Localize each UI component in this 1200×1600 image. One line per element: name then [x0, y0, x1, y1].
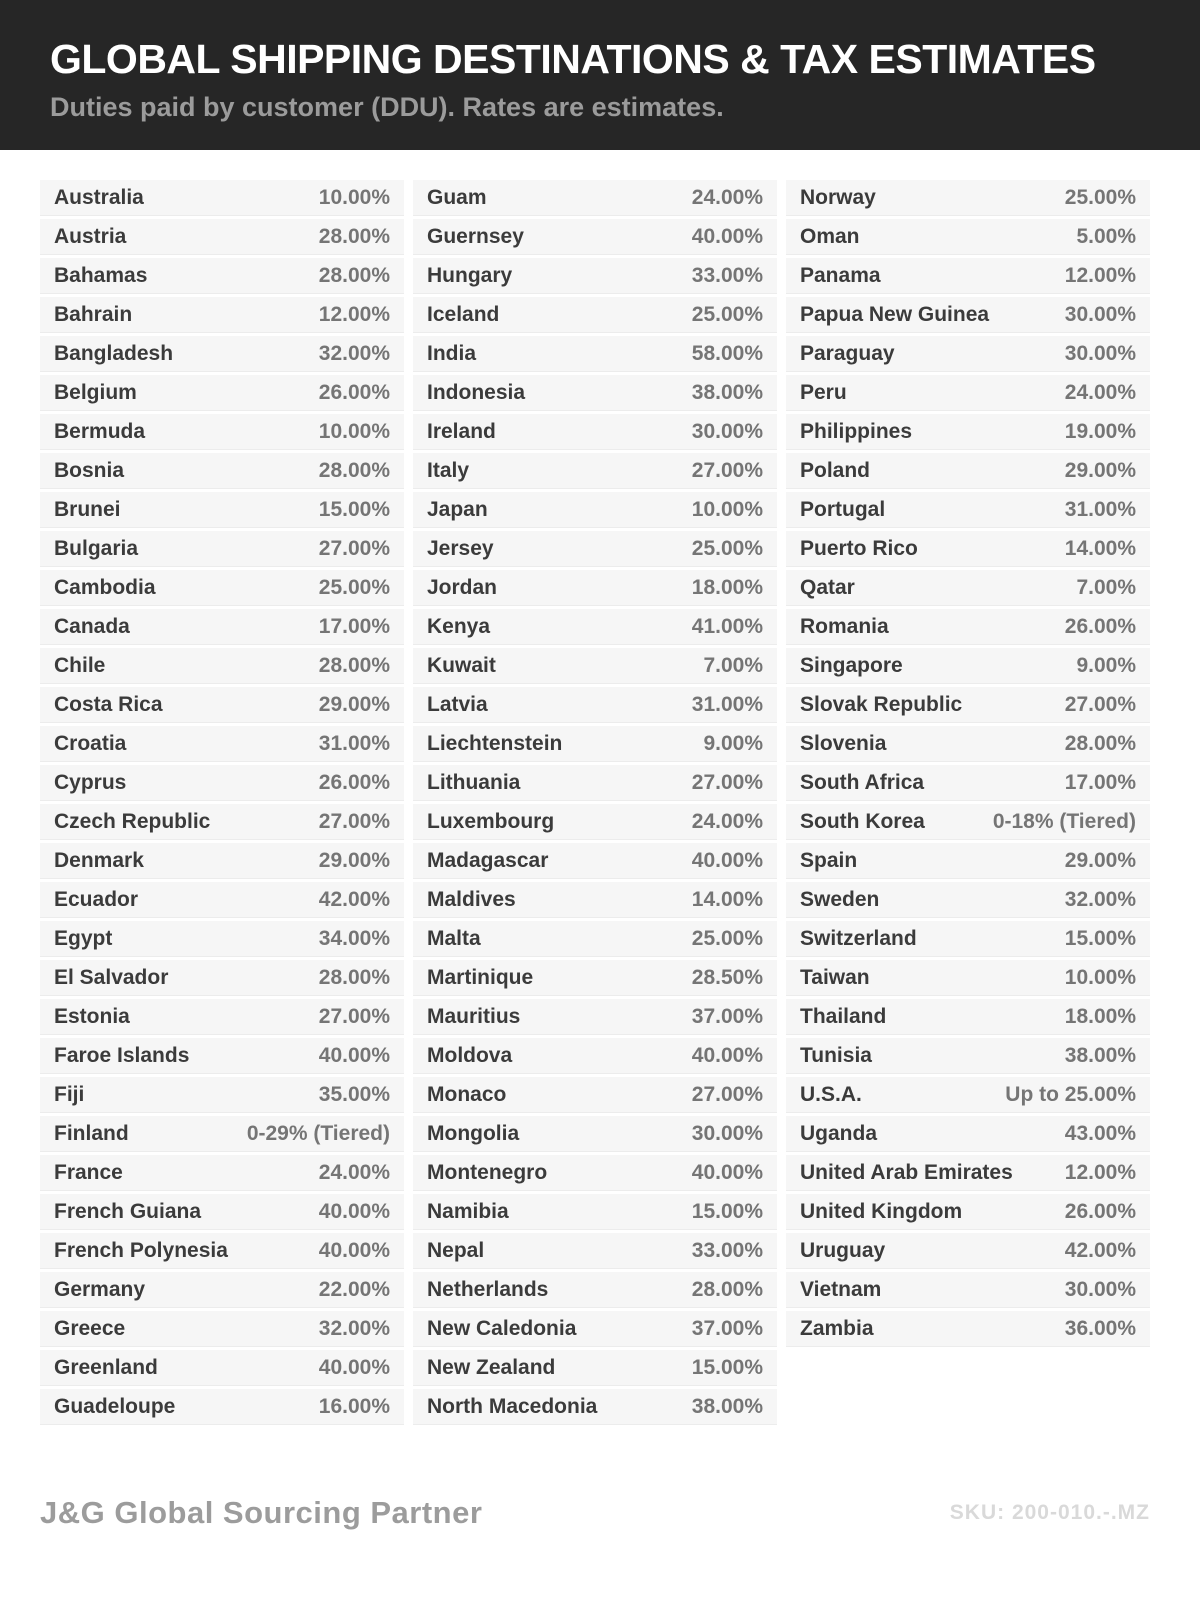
table-row	[786, 414, 1150, 450]
table-row	[40, 1350, 404, 1386]
tax-rate: 12.00%	[1064, 1160, 1136, 1184]
tax-rate: 40.00%	[691, 224, 763, 248]
table-row	[413, 882, 777, 918]
page-title: GLOBAL SHIPPING DESTINATIONS & TAX ESTIMATES	[50, 36, 1096, 82]
tax-rate: 29.00%	[318, 848, 390, 872]
header-banner	[0, 0, 1200, 150]
tax-rate: 40.00%	[318, 1238, 390, 1262]
country-name: Philippines	[800, 419, 913, 443]
country-name: French Polynesia	[54, 1238, 228, 1262]
tax-rate: 27.00%	[318, 536, 390, 560]
country-name: United Kingdom	[800, 1199, 963, 1223]
tax-rate: 29.00%	[1064, 848, 1136, 872]
table-row	[40, 1038, 404, 1074]
table-row	[40, 219, 404, 255]
country-name: Singapore	[800, 653, 903, 677]
table-row	[413, 258, 777, 294]
country-name: Poland	[800, 458, 871, 482]
country-name: Australia	[54, 185, 144, 209]
table-row	[40, 336, 404, 372]
table-row	[40, 882, 404, 918]
tax-rate: 42.00%	[1064, 1238, 1136, 1262]
table-row	[413, 687, 777, 723]
table-row	[413, 531, 777, 567]
country-name: Uruguay	[800, 1238, 886, 1262]
country-name: South Africa	[800, 770, 925, 794]
table-row	[413, 1038, 777, 1074]
tax-rate: 40.00%	[691, 1160, 763, 1184]
tax-rate: 37.00%	[691, 1316, 763, 1340]
tax-rate: 31.00%	[318, 731, 390, 755]
tax-rate: 0-29% (Tiered)	[246, 1121, 390, 1145]
table-row	[413, 1155, 777, 1191]
tax-rate: 28.00%	[318, 263, 390, 287]
tax-rate: 18.00%	[691, 575, 763, 599]
table-row	[786, 531, 1150, 567]
country-name: Ireland	[427, 419, 496, 443]
country-name: France	[54, 1160, 123, 1184]
country-name: Montenegro	[427, 1160, 548, 1184]
country-name: Moldova	[427, 1043, 513, 1067]
table-row	[40, 843, 404, 879]
country-name: Martinique	[427, 965, 534, 989]
table-row	[413, 804, 777, 840]
table-row	[40, 960, 404, 996]
country-name: Hungary	[427, 263, 513, 287]
tax-rate: 34.00%	[318, 926, 390, 950]
tax-rate: 19.00%	[1064, 419, 1136, 443]
country-name: Fiji	[54, 1082, 85, 1106]
tax-rate: 26.00%	[1064, 1199, 1136, 1223]
country-name: North Macedonia	[427, 1394, 598, 1418]
tax-rate: 30.00%	[1064, 302, 1136, 326]
country-name: Oman	[800, 224, 860, 248]
table-row	[413, 297, 777, 333]
table-row	[40, 1077, 404, 1113]
country-name: Peru	[800, 380, 847, 404]
tax-rate: 33.00%	[691, 1238, 763, 1262]
country-name: Jersey	[427, 536, 494, 560]
table-row	[786, 921, 1150, 957]
table-row	[413, 1272, 777, 1308]
tax-rate: 28.00%	[318, 224, 390, 248]
table-row	[40, 921, 404, 957]
tax-rate: 32.00%	[318, 341, 390, 365]
table-row	[786, 453, 1150, 489]
table-row	[786, 687, 1150, 723]
table-row	[40, 258, 404, 294]
country-name: Slovenia	[800, 731, 887, 755]
table-row	[413, 921, 777, 957]
country-name: Nepal	[427, 1238, 485, 1262]
country-name: Zambia	[800, 1316, 874, 1340]
country-name: Guernsey	[427, 224, 524, 248]
table-row	[40, 609, 404, 645]
table-row	[40, 1389, 404, 1425]
page-subtitle: Duties paid by customer (DDU). Rates are estimates.	[50, 92, 724, 122]
tax-rate: 9.00%	[703, 731, 763, 755]
tax-rate: 24.00%	[318, 1160, 390, 1184]
sku-label: SKU: 200-010.-.MZ	[949, 1501, 1150, 1524]
country-name: Faroe Islands	[54, 1043, 190, 1067]
tax-rate: 26.00%	[318, 380, 390, 404]
country-name: Uganda	[800, 1121, 878, 1145]
tax-rate: 35.00%	[318, 1082, 390, 1106]
table-row	[786, 804, 1150, 840]
table-row	[413, 336, 777, 372]
table-row	[40, 297, 404, 333]
table-row	[40, 765, 404, 801]
tax-rate: 10.00%	[318, 185, 390, 209]
table-row	[786, 609, 1150, 645]
table-row	[413, 999, 777, 1035]
tax-rate: 30.00%	[691, 419, 763, 443]
footer	[40, 1495, 1150, 1531]
tax-rate: 33.00%	[691, 263, 763, 287]
tax-rate: 42.00%	[318, 887, 390, 911]
country-name: Guadeloupe	[54, 1394, 176, 1418]
country-name: French Guiana	[54, 1199, 202, 1223]
tax-rate: 15.00%	[691, 1355, 763, 1379]
country-name: Panama	[800, 263, 881, 287]
country-name: Bahamas	[54, 263, 148, 287]
table-row	[786, 180, 1150, 216]
table-row	[40, 1233, 404, 1269]
tax-rate: 27.00%	[1064, 692, 1136, 716]
tax-rate: 30.00%	[691, 1121, 763, 1145]
country-name: Maldives	[427, 887, 516, 911]
tax-rate: 40.00%	[691, 1043, 763, 1067]
table-row	[40, 804, 404, 840]
tax-rate: 28.00%	[318, 458, 390, 482]
table-row	[413, 414, 777, 450]
tax-rate: 12.00%	[1064, 263, 1136, 287]
country-name: Bulgaria	[54, 536, 139, 560]
tax-rate: 10.00%	[1064, 965, 1136, 989]
country-name: U.S.A.	[800, 1082, 862, 1106]
country-name: Liechtenstein	[427, 731, 563, 755]
country-name: Thailand	[800, 1004, 887, 1028]
tax-rate: 30.00%	[1064, 341, 1136, 365]
tax-rate: 15.00%	[1064, 926, 1136, 950]
table-row	[40, 1311, 404, 1347]
tax-rate: 31.00%	[1064, 497, 1136, 521]
tax-rate: 27.00%	[318, 809, 390, 833]
table-row	[413, 843, 777, 879]
country-name: Netherlands	[427, 1277, 549, 1301]
country-name: Norway	[800, 185, 876, 209]
country-name: Latvia	[427, 692, 488, 716]
table-row	[413, 180, 777, 216]
country-name: Belgium	[54, 380, 137, 404]
table-row	[413, 1311, 777, 1347]
tax-rate: 38.00%	[691, 1394, 763, 1418]
country-name: Brunei	[54, 497, 121, 521]
tax-rate: 10.00%	[318, 419, 390, 443]
table-row	[413, 1350, 777, 1386]
country-name: Mauritius	[427, 1004, 521, 1028]
tax-rate: 28.00%	[318, 965, 390, 989]
country-name: Germany	[54, 1277, 146, 1301]
table-row	[786, 336, 1150, 372]
table-row	[40, 999, 404, 1035]
table-row	[786, 1272, 1150, 1308]
table-row	[786, 492, 1150, 528]
country-name: Croatia	[54, 731, 127, 755]
country-name: Denmark	[54, 848, 144, 872]
country-name: Lithuania	[427, 770, 521, 794]
table-row	[413, 726, 777, 762]
country-name: Costa Rica	[54, 692, 163, 716]
table-row	[413, 648, 777, 684]
tax-rate: 25.00%	[691, 536, 763, 560]
table-row	[40, 1272, 404, 1308]
country-name: Switzerland	[800, 926, 917, 950]
tax-rate: 26.00%	[318, 770, 390, 794]
country-name: Puerto Rico	[800, 536, 918, 560]
country-name: Spain	[800, 848, 858, 872]
table-row	[40, 453, 404, 489]
table-row	[786, 1233, 1150, 1269]
tax-rate: 25.00%	[691, 302, 763, 326]
table-row	[413, 219, 777, 255]
country-name: El Salvador	[54, 965, 169, 989]
tax-rate: 41.00%	[691, 614, 763, 638]
table-row	[786, 297, 1150, 333]
tax-rate: 32.00%	[318, 1316, 390, 1340]
table-row	[786, 726, 1150, 762]
country-name: Sweden	[800, 887, 880, 911]
tax-rate: 40.00%	[318, 1199, 390, 1223]
tax-rate: 58.00%	[691, 341, 763, 365]
tax-rate: 29.00%	[1064, 458, 1136, 482]
tax-rate: 14.00%	[1064, 536, 1136, 560]
country-name: Taiwan	[800, 965, 870, 989]
country-name: Namibia	[427, 1199, 509, 1223]
table-row	[786, 1155, 1150, 1191]
country-name: India	[427, 341, 477, 365]
country-name: Madagascar	[427, 848, 549, 872]
table-row	[786, 219, 1150, 255]
tax-rate: 12.00%	[318, 302, 390, 326]
table-row	[786, 1311, 1150, 1347]
country-name: Vietnam	[800, 1277, 882, 1301]
country-name: Kenya	[427, 614, 491, 638]
table-row	[413, 492, 777, 528]
table-row	[40, 492, 404, 528]
tax-rate-table	[40, 180, 1150, 1428]
country-name: Qatar	[800, 575, 855, 599]
country-name: Malta	[427, 926, 481, 950]
country-name: Luxembourg	[427, 809, 555, 833]
tax-rate: 14.00%	[691, 887, 763, 911]
country-name: Ecuador	[54, 887, 139, 911]
table-row	[413, 1116, 777, 1152]
table-row	[413, 1233, 777, 1269]
country-name: Egypt	[54, 926, 113, 950]
table-row	[40, 1155, 404, 1191]
table-row	[40, 180, 404, 216]
tax-rate: 15.00%	[691, 1199, 763, 1223]
tax-rate: 27.00%	[691, 770, 763, 794]
tax-rate: 24.00%	[691, 185, 763, 209]
table-row	[40, 570, 404, 606]
tax-rate: 36.00%	[1064, 1316, 1136, 1340]
country-name: Greenland	[54, 1355, 158, 1379]
tax-rate: 28.00%	[1064, 731, 1136, 755]
table-column-3	[786, 180, 1150, 1350]
country-name: New Zealand	[427, 1355, 556, 1379]
tax-rate: 26.00%	[1064, 614, 1136, 638]
country-name: Paraguay	[800, 341, 895, 365]
tax-rate: 28.00%	[318, 653, 390, 677]
tax-rate: 18.00%	[1064, 1004, 1136, 1028]
table-row	[40, 1194, 404, 1230]
country-name: Italy	[427, 458, 470, 482]
tax-rate: 40.00%	[318, 1043, 390, 1067]
table-row	[786, 1038, 1150, 1074]
tax-rate: 30.00%	[1064, 1277, 1136, 1301]
table-row	[786, 570, 1150, 606]
tax-rate: 24.00%	[1064, 380, 1136, 404]
table-row	[40, 375, 404, 411]
table-row	[413, 765, 777, 801]
table-row	[413, 1389, 777, 1425]
table-row	[40, 414, 404, 450]
tax-rate: 15.00%	[318, 497, 390, 521]
country-name: Iceland	[427, 302, 500, 326]
tax-rate: 7.00%	[703, 653, 763, 677]
tax-rate: 9.00%	[1076, 653, 1136, 677]
tax-rate: 10.00%	[691, 497, 763, 521]
table-row	[413, 609, 777, 645]
country-name: Japan	[427, 497, 488, 521]
country-name: Greece	[54, 1316, 126, 1340]
table-column-2	[413, 180, 777, 1428]
tax-rate: 0-18% (Tiered)	[992, 809, 1136, 833]
country-name: Romania	[800, 614, 889, 638]
table-row	[786, 1116, 1150, 1152]
table-row	[413, 1077, 777, 1113]
table-row	[413, 375, 777, 411]
tax-rate: 40.00%	[318, 1355, 390, 1379]
country-name: Mongolia	[427, 1121, 520, 1145]
tax-rate: 32.00%	[1064, 887, 1136, 911]
tax-rate: 38.00%	[1064, 1043, 1136, 1067]
table-row	[413, 1194, 777, 1230]
tax-rate: 28.00%	[691, 1277, 763, 1301]
tax-rate: 25.00%	[1064, 185, 1136, 209]
tax-rate: 25.00%	[318, 575, 390, 599]
tax-rate: 22.00%	[318, 1277, 390, 1301]
country-name: South Korea	[800, 809, 925, 833]
table-row	[786, 375, 1150, 411]
table-row	[786, 1194, 1150, 1230]
country-name: New Caledonia	[427, 1316, 577, 1340]
country-name: Bosnia	[54, 458, 125, 482]
country-name: Jordan	[427, 575, 498, 599]
table-column-1	[40, 180, 404, 1428]
country-name: Canada	[54, 614, 130, 638]
tax-rate: 27.00%	[318, 1004, 390, 1028]
table-row	[786, 882, 1150, 918]
country-name: Austria	[54, 224, 127, 248]
table-row	[413, 960, 777, 996]
table-row	[786, 999, 1150, 1035]
tax-rate: 28.50%	[691, 965, 763, 989]
tax-rate: 29.00%	[318, 692, 390, 716]
country-name: Bangladesh	[54, 341, 174, 365]
tax-rate: Up to 25.00%	[1005, 1082, 1136, 1106]
country-name: Slovak Republic	[800, 692, 963, 716]
tax-rate: 43.00%	[1064, 1121, 1136, 1145]
tax-rate: 31.00%	[691, 692, 763, 716]
table-row	[40, 648, 404, 684]
tax-rate: 7.00%	[1076, 575, 1136, 599]
tax-rate: 17.00%	[318, 614, 390, 638]
tax-rate: 17.00%	[1064, 770, 1136, 794]
tax-rate: 16.00%	[318, 1394, 390, 1418]
table-row	[40, 531, 404, 567]
tax-rate: 27.00%	[691, 458, 763, 482]
country-name: Cyprus	[54, 770, 127, 794]
table-row	[40, 1116, 404, 1152]
country-name: Guam	[427, 185, 487, 209]
tax-rate: 24.00%	[691, 809, 763, 833]
country-name: Chile	[54, 653, 106, 677]
table-row	[40, 726, 404, 762]
country-name: Cambodia	[54, 575, 156, 599]
tax-rate: 38.00%	[691, 380, 763, 404]
country-name: Tunisia	[800, 1043, 872, 1067]
country-name: Monaco	[427, 1082, 507, 1106]
table-row	[786, 648, 1150, 684]
table-row	[786, 1077, 1150, 1113]
tax-rate: 27.00%	[691, 1082, 763, 1106]
table-row	[40, 687, 404, 723]
table-row	[413, 570, 777, 606]
brand-name: J&G Global Sourcing Partner	[40, 1495, 483, 1530]
table-row	[786, 765, 1150, 801]
country-name: Bermuda	[54, 419, 146, 443]
tax-rate: 40.00%	[691, 848, 763, 872]
table-row	[786, 843, 1150, 879]
country-name: Kuwait	[427, 653, 496, 677]
table-row	[413, 453, 777, 489]
country-name: Papua New Guinea	[800, 302, 990, 326]
table-row	[786, 258, 1150, 294]
country-name: Finland	[54, 1121, 129, 1145]
tax-rate: 5.00%	[1076, 224, 1136, 248]
country-name: United Arab Emirates	[800, 1160, 1013, 1184]
country-name: Bahrain	[54, 302, 133, 326]
country-name: Portugal	[800, 497, 886, 521]
table-row	[786, 960, 1150, 996]
tax-rate: 37.00%	[691, 1004, 763, 1028]
country-name: Czech Republic	[54, 809, 211, 833]
country-name: Indonesia	[427, 380, 526, 404]
country-name: Estonia	[54, 1004, 130, 1028]
tax-rate: 25.00%	[691, 926, 763, 950]
